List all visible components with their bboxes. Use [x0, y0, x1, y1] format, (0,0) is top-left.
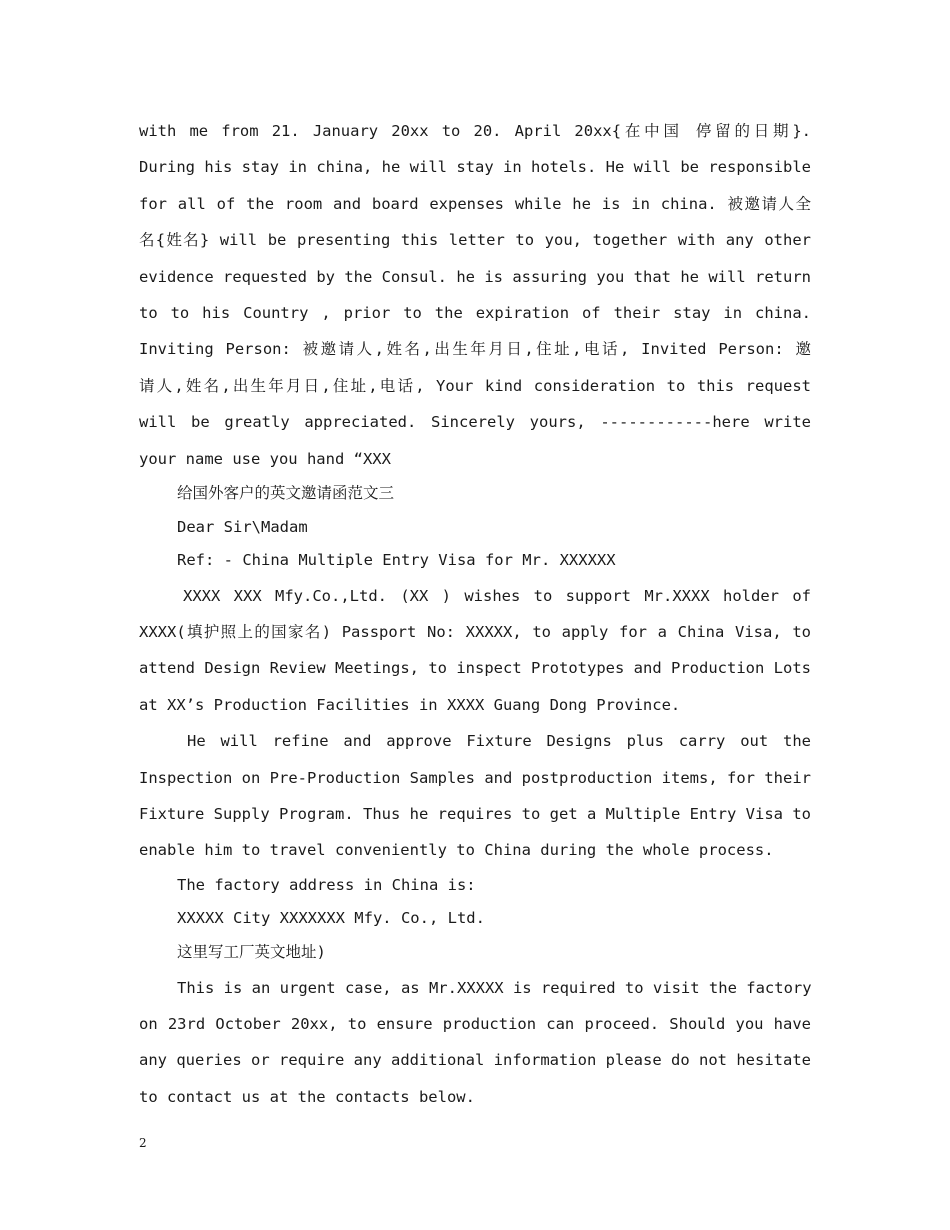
text-line: Fixture Supply Program. Thus he requires to get a Multiple Entry Visa to [139, 805, 811, 824]
paragraph-inspection [139, 723, 811, 869]
text-line: to to his Country , prior to the expiration of their stay in china. [139, 303, 811, 322]
text-line: He will refine and approve Fixture Designs plus carry out the [187, 732, 811, 751]
text-line: on 23rd October 20xx, to ensure production can proceed. Should you have [139, 1014, 811, 1033]
page-number: 2 [139, 1136, 147, 1150]
text-line: enable him to travel conveniently to China during the whole process. [139, 841, 774, 860]
text-line: During his stay in china, he will stay in hotels. He will be responsible [139, 158, 811, 177]
text-line: This is an urgent case, as Mr.XXXXX is required to visit the factory [177, 978, 812, 997]
address-intro: The factory address in China is: [177, 875, 476, 894]
text-line: will be greatly appreciated. Sincerely yours, ------------here write [139, 413, 811, 432]
factory-address: XXXXX City XXXXXXX Mfy. Co., Ltd. [177, 909, 485, 928]
text-line: attend Design Review Meetings, to inspect Prototypes and Production Lots [139, 659, 811, 678]
text-line: XXXX(填护照上的国家名) Passport No: XXXXX, to apply for a China Visa, to [139, 623, 811, 642]
salutation: Dear Sir\Madam [177, 517, 308, 536]
reference-line: Ref: - China Multiple Entry Visa for Mr. XXXXXX [177, 551, 616, 570]
text-line: any queries or require any additional information please do not hesitate [139, 1051, 811, 1070]
text-line: at XX’s Production Facilities in XXXX Guang Dong Province. [139, 695, 681, 714]
address-note: 这里写工厂英文地址) [177, 943, 326, 961]
paragraph-support [139, 578, 811, 724]
text-line: Inspection on Pre-Production Samples and postproduction items, for their [139, 768, 811, 787]
document-body [139, 113, 811, 1115]
section-heading: 给国外客户的英文邀请函范文三 [177, 483, 395, 502]
text-line: evidence requested by the Consul. he is assuring you that he will return [139, 267, 811, 286]
text-line: XXXX XXX Mfy.Co.,Ltd. (XX ) wishes to support Mr.XXXX holder of [183, 586, 811, 605]
text-line: 名{姓名} will be presenting this letter to you, together with any other [139, 231, 811, 250]
text-line: to contact us at the contacts below. [139, 1087, 475, 1106]
text-line: your name use you hand “XXX [139, 449, 391, 468]
text-line: for all of the room and board expenses while he is in china. 被邀请人全 [139, 194, 811, 213]
text-line: with me from 21. January 20xx to 20. April 20xx{在中国 停留的日期}. [139, 122, 811, 140]
paragraph-urgent [139, 970, 811, 1116]
text-line: 请人,姓名,出生年月日,住址,电话, Your kind consideration to this request [139, 376, 811, 395]
letter-continuation [139, 113, 811, 477]
text-line: Inviting Person: 被邀请人,姓名,出生年月日,住址,电话, Invited Person: 邀 [139, 340, 811, 359]
